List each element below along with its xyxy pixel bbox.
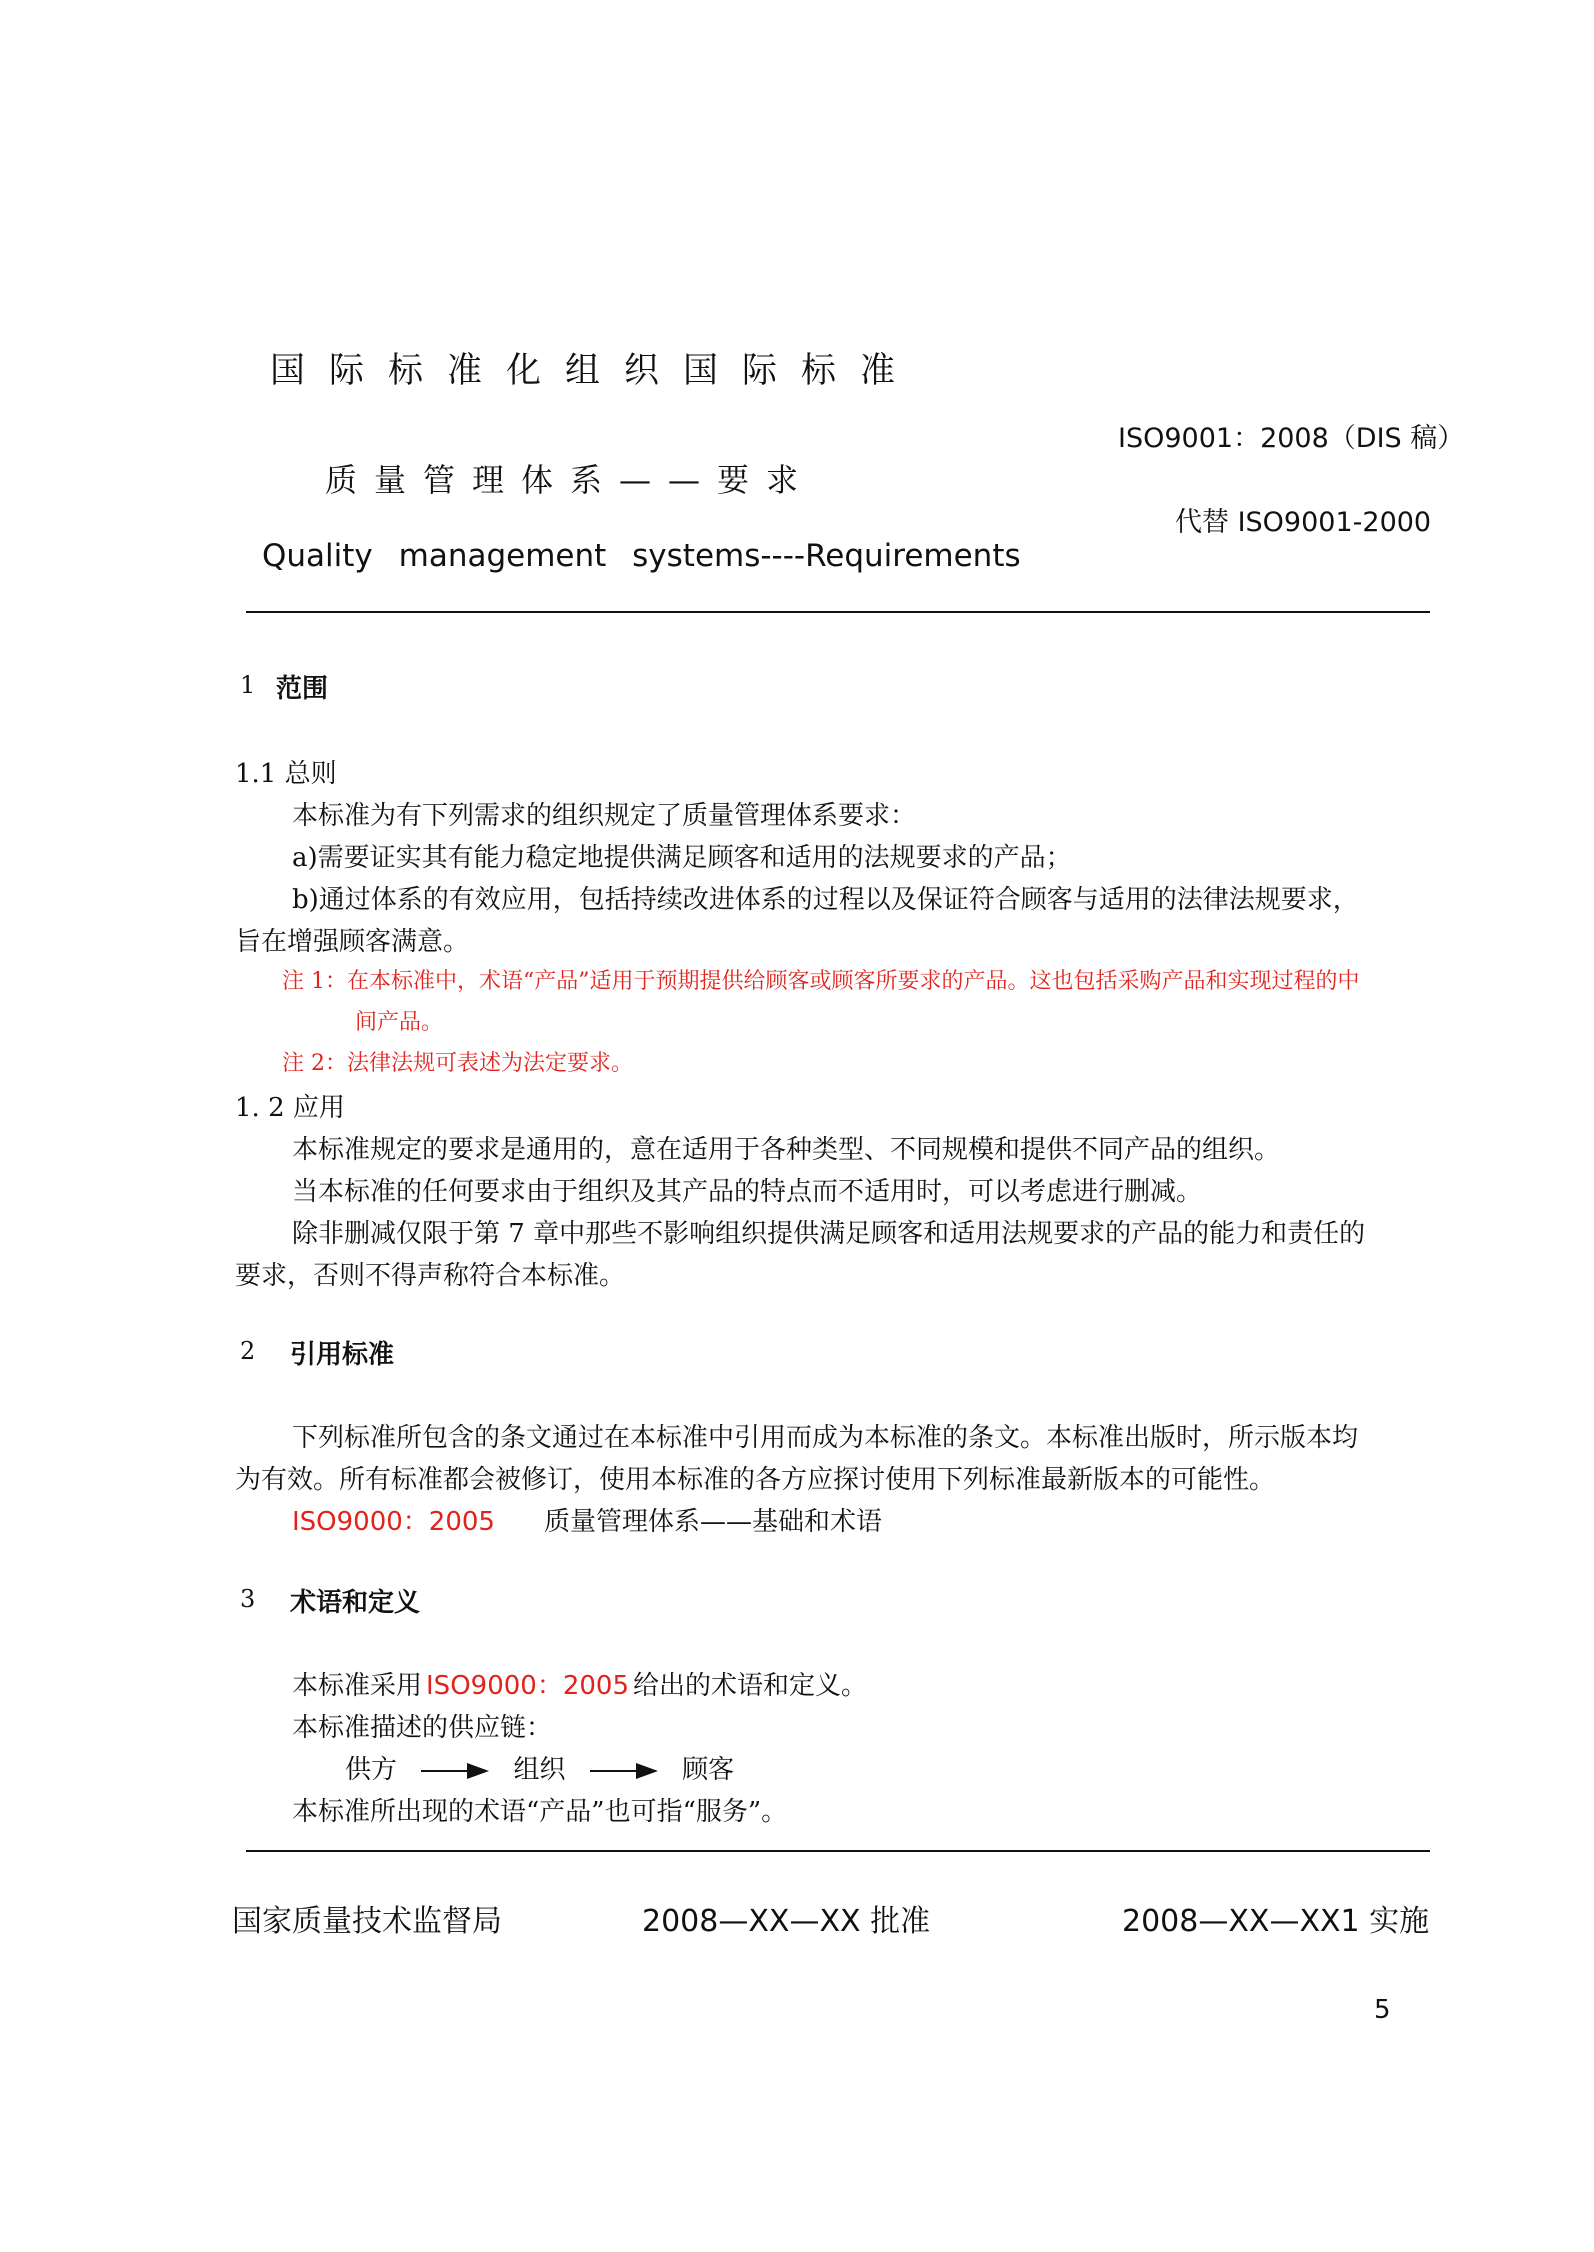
arrow-right-icon (590, 1761, 658, 1781)
subsection-heading: 1. 2 应用 (235, 1093, 345, 1123)
paragraph: 下列标准所包含的条文通过在本标准中引用而成为本标准的条文。本标准出版时，所示版本均 (292, 1423, 1359, 1453)
section-title: 引用标准 (290, 1340, 395, 1370)
note: 注 2：法律法规可表述为法定要求。 (282, 1051, 633, 1076)
reference-code: ISO9000：2005 (426, 1671, 629, 1701)
document-title-cn: 质量管理体系——要求 (325, 461, 816, 499)
paragraph-continuation: 要求，否则不得声称符合本标准。 (235, 1261, 626, 1291)
paragraph (292, 1665, 867, 1702)
section-number: 3 (240, 1585, 256, 1613)
paragraph: 本标准所出现的术语“产品”也可指“服务”。 (292, 1797, 788, 1827)
reference-title: 质量管理体系——基础和术语 (544, 1507, 883, 1537)
page-number: 5 (1374, 1995, 1391, 2025)
section-title: 范围 (276, 674, 329, 704)
section-number: 2 (240, 1337, 256, 1365)
reference-code: ISO9000：2005 (292, 1507, 495, 1537)
note-continuation: 间产品。 (355, 1010, 444, 1035)
top-divider (246, 611, 1430, 613)
org-title: 国际标准化组织国际标准 (270, 351, 920, 391)
paragraph: 除非删减仅限于第 7 章中那些不影响组织提供满足顾客和适用法规要求的产品的能力和责任的 (292, 1219, 1366, 1249)
chain-organization: 组织 (513, 1755, 566, 1785)
paragraph-continuation: 为有效。所有标准都会被修订，使用本标准的各方应探讨使用下列标准最新版本的可能性。 (235, 1465, 1276, 1495)
paragraph: 本标准为有下列需求的组织规定了质量管理体系要求： (292, 801, 917, 831)
section-title: 术语和定义 (290, 1588, 421, 1618)
list-item: b)通过体系的有效应用，包括持续改进体系的过程以及保证符合顾客与适用的法律法规要求， (292, 885, 1359, 915)
paragraph-text: 本标准采用 (292, 1671, 423, 1701)
paragraph: 当本标准的任何要求由于组织及其产品的特点而不适用时，可以考虑进行删减。 (292, 1177, 1203, 1207)
approval-date: 2008—XX—XX 批准 (642, 1904, 931, 1939)
document-title-en: Quality management systems----Requirements (262, 538, 1021, 574)
section-number: 1 (240, 671, 256, 699)
chain-supplier: 供方 (345, 1755, 398, 1785)
subsection-heading: 1.1 总则 (235, 759, 337, 789)
list-item-continuation: 旨在增强顾客满意。 (235, 927, 470, 957)
supply-chain (345, 1749, 734, 1786)
note: 注 1：在本标准中，术语“产品”适用于预期提供给顾客或顾客所要求的产品。这也包括采购产品和实现过程的中 (282, 969, 1360, 994)
standard-number: ISO9001：2008（DIS 稿） (1118, 423, 1465, 454)
chain-customer: 顾客 (682, 1755, 735, 1785)
paragraph: 本标准描述的供应链： (292, 1713, 553, 1743)
paragraph: 本标准规定的要求是通用的，意在适用于各种类型、不同规模和提供不同产品的组织。 (292, 1135, 1281, 1165)
replaces-standard: 代替 ISO9001-2000 (1175, 507, 1432, 538)
bottom-divider (246, 1850, 1430, 1852)
paragraph-text: 给出的术语和定义。 (633, 1671, 868, 1701)
list-item: a)需要证实其有能力稳定地提供满足顾客和适用的法规要求的产品； (292, 843, 1072, 873)
implementation-date: 2008—XX—XX1 实施 (1122, 1904, 1430, 1939)
arrow-right-icon (421, 1761, 489, 1781)
issuing-authority: 国家质量技术监督局 (232, 1904, 502, 1939)
